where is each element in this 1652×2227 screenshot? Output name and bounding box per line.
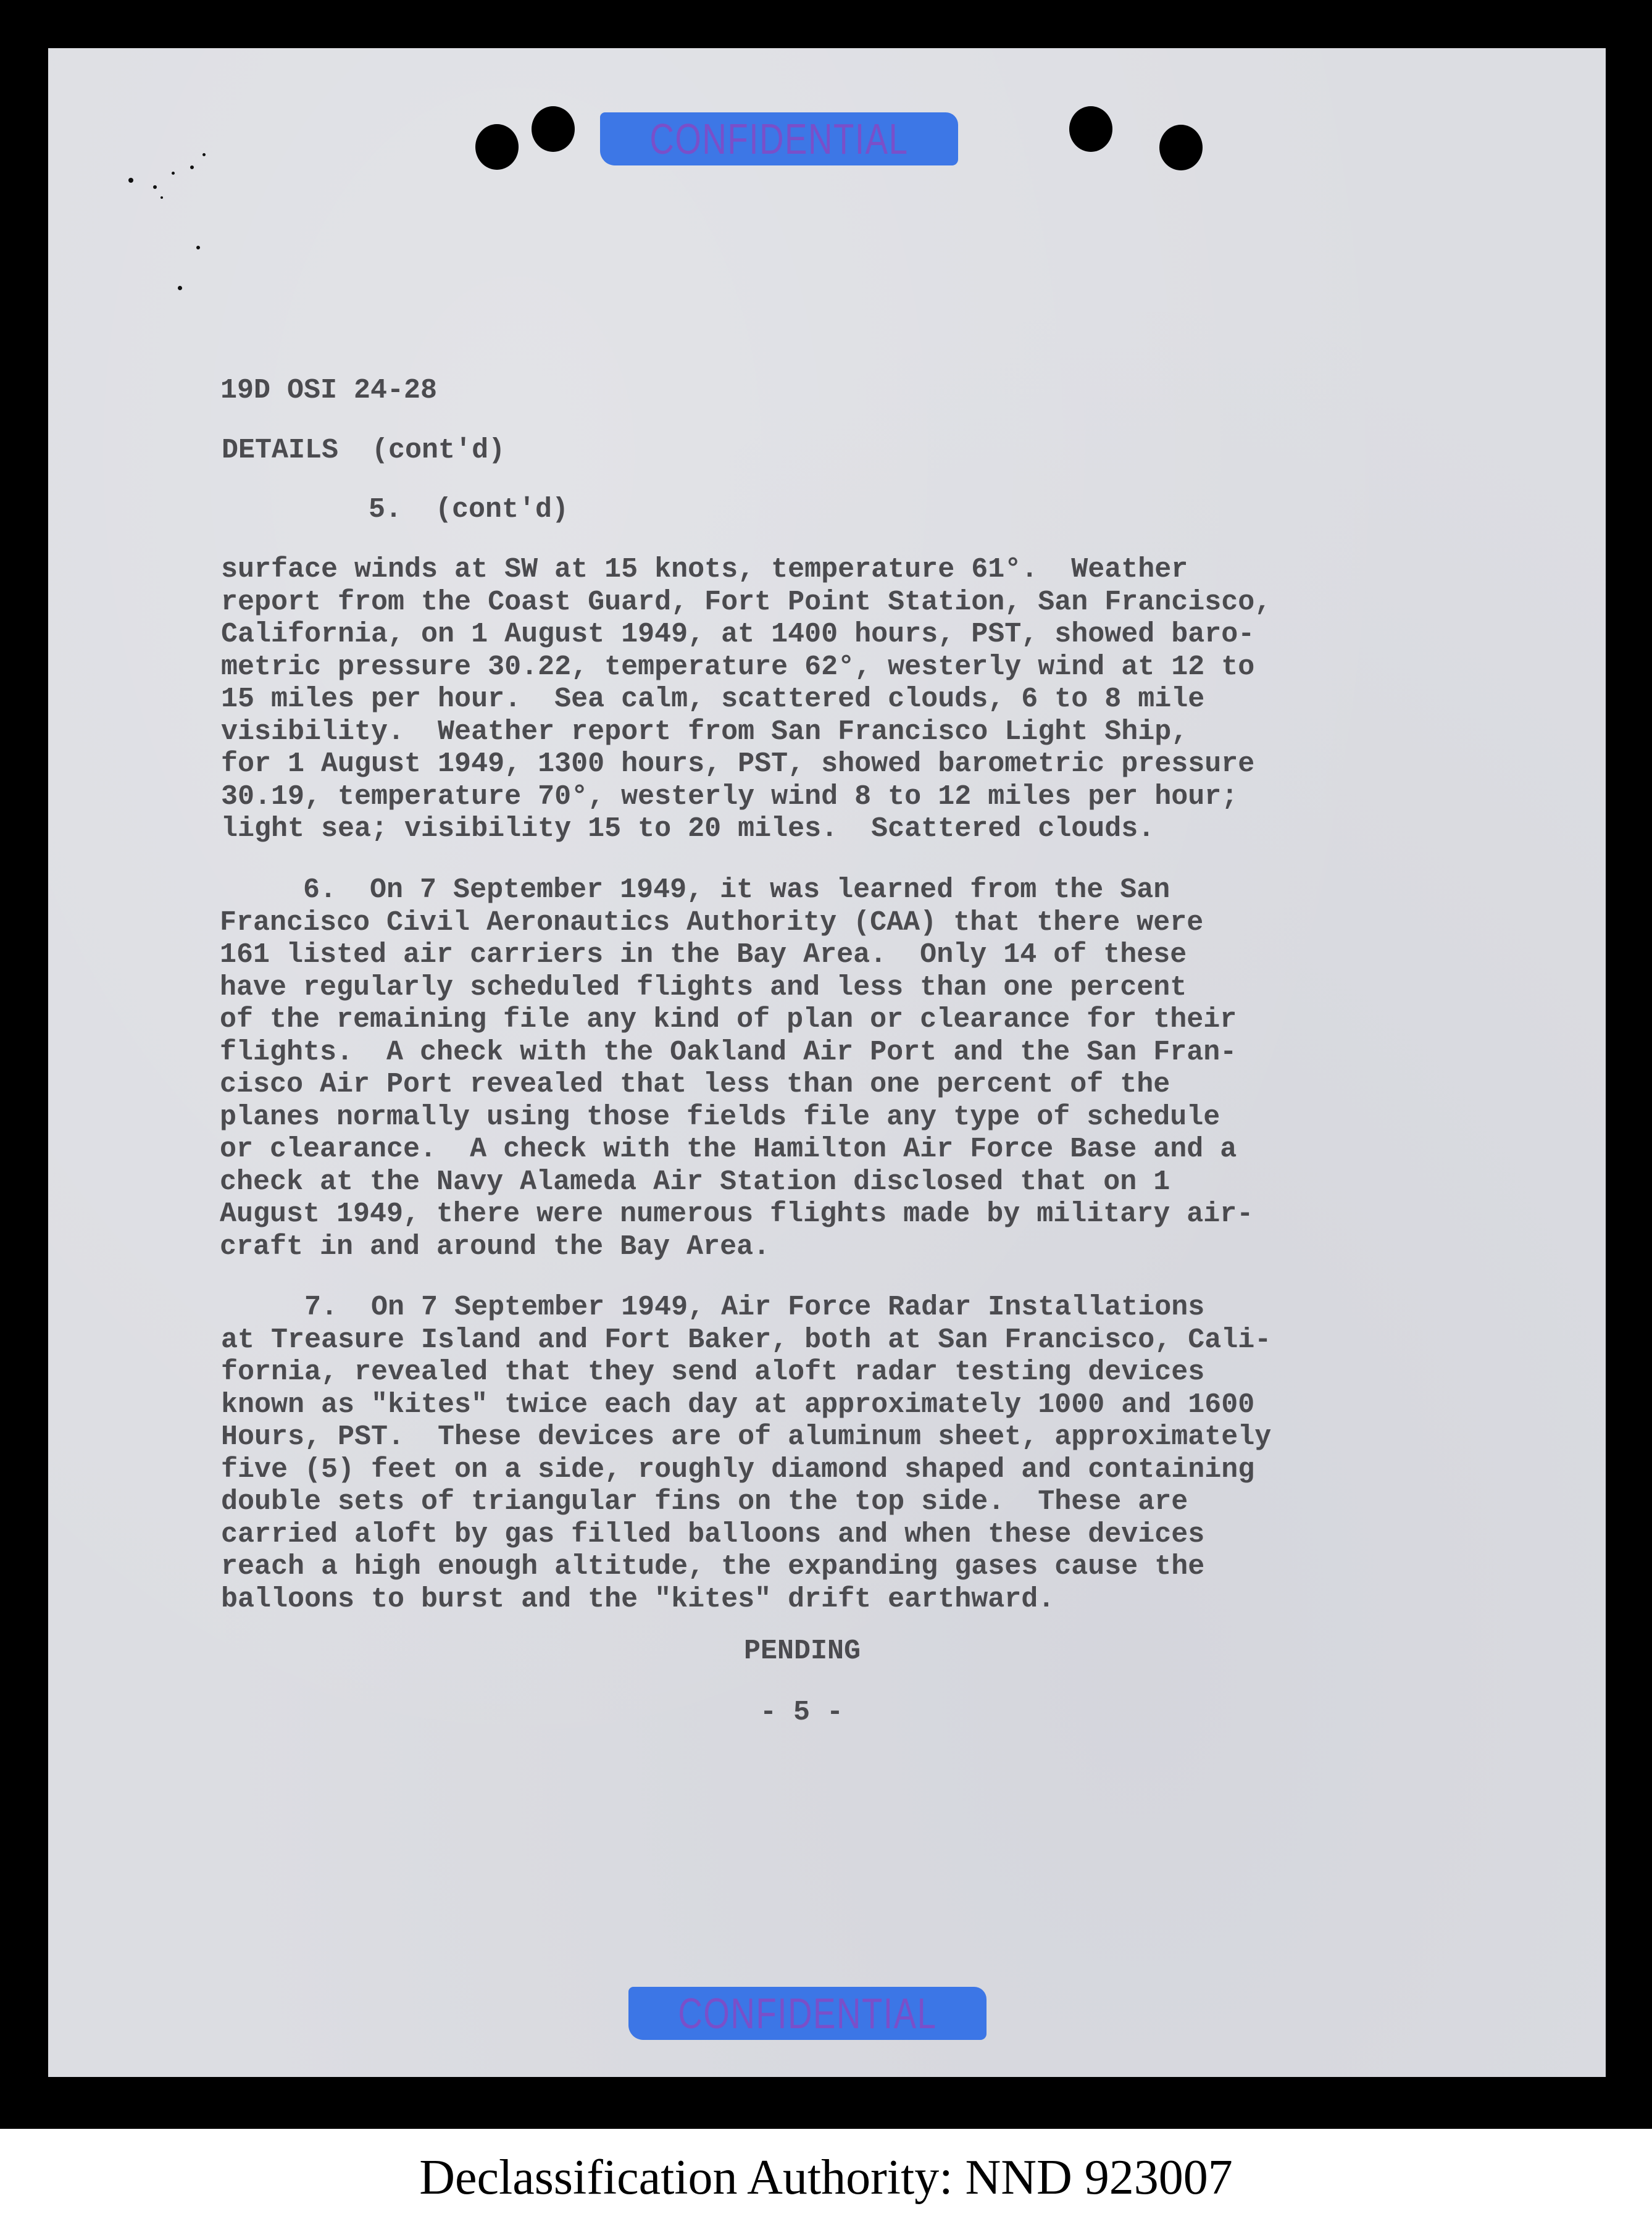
text-line: reach a high enough altitude, the expanding gases cause the [221, 1551, 1205, 1582]
scan-specks [128, 153, 252, 301]
punch-hole-3 [1069, 106, 1112, 152]
confidential-stamp-top [600, 112, 958, 165]
text-line: cisco Air Port revealed that less than one percent of the [220, 1069, 1170, 1100]
section-heading: DETAILS (cont'd) [222, 435, 506, 466]
text-line: 15 miles per hour. Sea calm, scattered clouds, 6 to 8 mile [221, 683, 1205, 715]
stamp-text: CONFIDENTIAL [649, 115, 909, 163]
stamp-text: CONFIDENTIAL [678, 1989, 937, 2037]
text-line: five (5) feet on a side, roughly diamond shaped and containing [221, 1453, 1255, 1485]
file-reference: 19D OSI 24-28 [220, 375, 438, 406]
text-line: check at the Navy Alameda Air Station disclosed that on 1 [220, 1166, 1170, 1198]
text-line: of the remaining file any kind of plan or clearance for their [220, 1004, 1237, 1035]
declassification-authority: Declassification Authority: NND 923007 [419, 2150, 1233, 2205]
paragraph-6 [220, 874, 1253, 1263]
text-line: balloons to burst and the "kites" drift earthward. [221, 1583, 1055, 1615]
page-number: - 5 - [760, 1697, 844, 1728]
confidential-stamp-bottom [628, 1987, 987, 2040]
text-line: visibility. Weather report from San Francisco Light Ship, [221, 716, 1188, 748]
text-line: August 1949, there were numerous flights made by military air- [220, 1198, 1254, 1230]
document-page [48, 48, 1606, 2077]
text-line: 6. On 7 September 1949, it was learned from the San [220, 874, 1170, 906]
text-line: surface winds at SW at 15 knots, temperature 61°. Weather [221, 554, 1188, 585]
text-line: light sea; visibility 15 to 20 miles. Scattered clouds. [221, 813, 1155, 845]
text-line: known as "kites" twice each day at approximately 1000 and 1600 [221, 1389, 1255, 1421]
text-line: craft in and around the Bay Area. [220, 1230, 770, 1263]
text-line: flights. A check with the Oakland Air Port and the San Fran- [220, 1036, 1237, 1068]
text-line: 7. On 7 September 1949, Air Force Radar Installations [221, 1292, 1205, 1323]
text-line: Hours, PST. These devices are of aluminum sheet, approximately [221, 1421, 1272, 1453]
text-line: planes normally using those fields file any type of schedule [220, 1101, 1220, 1133]
paragraph-7 [221, 1292, 1271, 1616]
text-line: at Treasure Island and Fort Baker, both at San Francisco, Cali- [221, 1324, 1272, 1356]
text-line: have regularly scheduled flights and less than one percent [220, 971, 1187, 1003]
text-line: carried aloft by gas filled balloons and when these devices [221, 1518, 1205, 1550]
text-line: or clearance. A check with the Hamilton Air Force Base and a [220, 1134, 1237, 1165]
text-line: California, on 1 August 1949, at 1400 hours, PST, showed baro- [221, 619, 1255, 650]
text-line: double sets of triangular fins on the top side. These are [221, 1486, 1188, 1518]
text-line: fornia, revealed that they send aloft radar testing devices [221, 1356, 1205, 1388]
punch-hole-4 [1159, 125, 1203, 170]
item-heading: 5. (cont'd) [369, 494, 569, 525]
text-line: report from the Coast Guard, Fort Point Station, San Francisco, [221, 586, 1272, 618]
text-line: metric pressure 30.22, temperature 62°, westerly wind at 12 to [221, 651, 1255, 683]
text-line: 30.19, temperature 70°, westerly wind 8 to 12 miles per hour; [221, 780, 1238, 813]
punch-hole-1 [475, 124, 519, 170]
status-pending: PENDING [744, 1636, 861, 1667]
punch-hole-2 [532, 106, 575, 152]
text-line: 161 listed air carriers in the Bay Area. Only 14 of these [220, 939, 1187, 971]
paragraph-5-continued [221, 554, 1271, 846]
declassification-footer [0, 2129, 1652, 2227]
text-line: Francisco Civil Aeronautics Authority (CAA) that there were [220, 906, 1204, 938]
text-line: for 1 August 1949, 1300 hours, PST, showed barometric pressure [221, 748, 1255, 780]
